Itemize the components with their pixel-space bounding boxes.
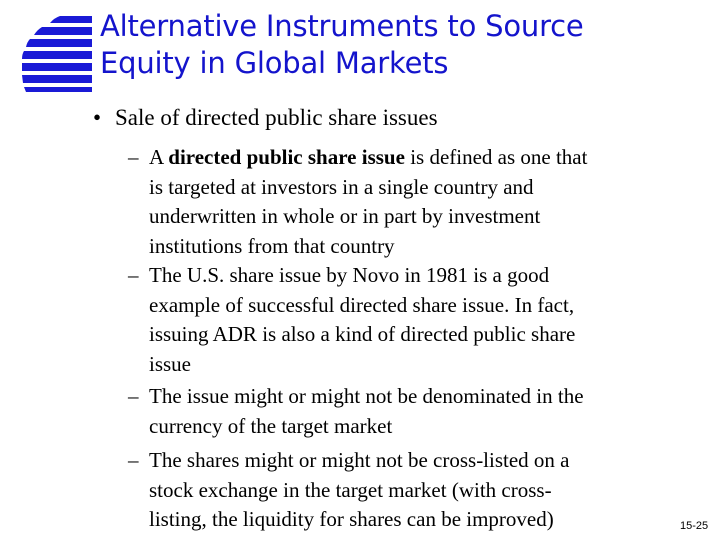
sub-item-2-line: example of successful directed share issue. In fact, bbox=[149, 292, 575, 317]
title-line-1: Alternative Instruments to Source bbox=[100, 9, 584, 43]
page-number: 15-25 bbox=[680, 520, 709, 532]
sub-item-2-line: issue bbox=[149, 351, 191, 376]
sub-item-1-line: is targeted at investors in a single country and bbox=[149, 174, 534, 199]
sub-item-2 bbox=[128, 261, 668, 379]
sub-item-1-lead: A bbox=[149, 145, 169, 169]
bullet-item bbox=[93, 103, 438, 133]
sub-marker: – bbox=[128, 263, 139, 287]
sub-item-3-line: The issue might or might not be denominated in the bbox=[149, 384, 584, 408]
sub-item-4-line: listing, the liquidity for shares can be improved) bbox=[149, 507, 554, 531]
bullet-text: Sale of directed public share issues bbox=[115, 105, 438, 130]
bullet-marker: • bbox=[93, 105, 102, 130]
sub-item-2-line: The U.S. share issue by Novo in 1981 is a good bbox=[149, 263, 550, 287]
sub-item-1-line: institutions from that country bbox=[149, 233, 395, 258]
sub-item-4 bbox=[128, 446, 668, 535]
sub-marker: – bbox=[128, 384, 139, 408]
sub-item-1-bold-term: directed public share issue bbox=[168, 145, 405, 169]
sub-item-3-line: currency of the target market bbox=[149, 413, 393, 438]
sub-item-1-first-line bbox=[128, 143, 668, 173]
sub-marker: – bbox=[128, 448, 139, 472]
sub-item-1 bbox=[128, 143, 668, 261]
sub-item-2-line: issuing ADR is also a kind of directed public share bbox=[149, 322, 576, 346]
sub-marker: – bbox=[128, 145, 139, 169]
title-line-2: Equity in Global Markets bbox=[100, 46, 449, 80]
sub-item-1-rest: is defined as one that bbox=[404, 145, 588, 169]
sub-item-4-line: The shares might or might not be cross-listed on a bbox=[149, 448, 570, 472]
sub-item-1-line: underwritten in whole or in part by investment bbox=[149, 204, 541, 228]
sub-item-4-line: stock exchange in the target market (with cross- bbox=[149, 477, 552, 502]
sub-item-3 bbox=[128, 382, 668, 441]
